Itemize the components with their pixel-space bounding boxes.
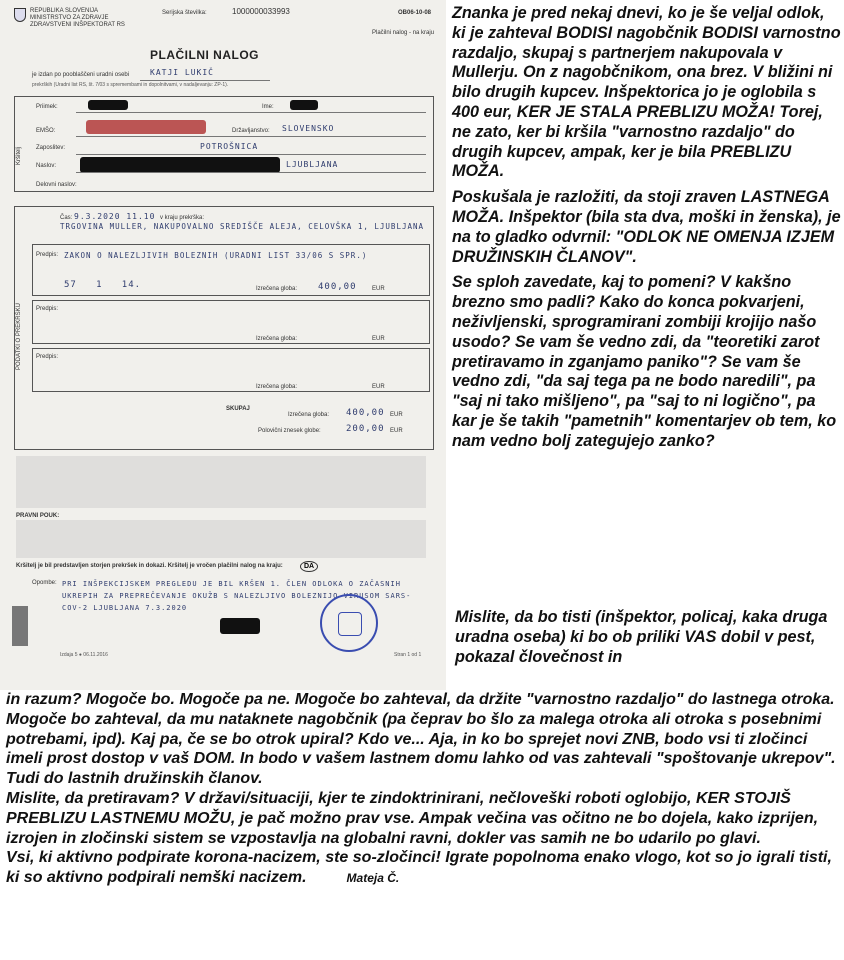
delivery-statement: Kršitelj je bil predstavljen storjen prekršek in dokazi. Kršitelj je vročen plačilni nalog na kraju: — [16, 563, 283, 569]
article-right-column — [452, 4, 842, 458]
issued-by-label: je izdan po pooblaščeni uradni osebi — [32, 72, 130, 78]
fine-print — [16, 456, 426, 508]
article-number: 57 1 14. — [64, 280, 142, 290]
note-value: PRI INŠPEKCIJSKEM PREGLEDU JE BIL KRŠEN 1. ČLEN ODLOKA O ZAČASNIH UKREPIH ZA PREPREČEVANJE OKUŽB S NALEZLJIVO BOLEZNIJO VIRUSOM SARS-COV-2 LJUBLJANA 7.3.2020 — [62, 580, 412, 612]
inspectorate-stamp — [320, 594, 378, 652]
article-paragraph: Poskušala je razložiti, da stoji zraven LASTNEGA MOŽA. Inšpektor (bila sta dva, moški in ženska), je na to gladko odvrnil: "ODLOK NE OMENJA IZJEM DRUŽINSKIH ČLANOV". — [452, 188, 841, 266]
article-bottom-text — [6, 690, 842, 889]
form-type: Plačilni nalog - na kraju — [372, 30, 435, 36]
fine-label: Izrečena globa: — [256, 286, 298, 292]
total-label: SKUPAJ — [226, 406, 250, 412]
half-fine-value: 200,00 — [346, 424, 385, 434]
offender-label: Kršitelj — [16, 146, 22, 165]
yes-circled: DA — [300, 561, 318, 572]
citizenship-value: SLOVENSKO — [282, 124, 335, 133]
author-signature: Mateja Č. — [346, 871, 400, 886]
redacted-signature — [220, 618, 260, 634]
fine-value: 400,00 — [318, 282, 357, 292]
payment-order-scan: REPUBLIKA SLOVENIJA MINISTRSTVO ZA ZDRAVJE ZDRAVSTVENI INŠPEKTORAT RS Serijska številka: 1000000033993 OB06-10-08 Plačilni nalog - na kraju PLAČILNI NALOG je izdan po pooblaščeni uradni osebi KATJI LUKIČ prekrških (Uradni list RS, št. 7/03 s spremembami in dopolnitvami, v nadaljevanju: ZP-1). Kršitelj Priimek: Ime: EMŠO: Državljanstvo: SLOVENSKO Zaposlitev: POTROŠNICA Naslov: LJUBLJANA Delovni naslov: PODATKI O PREKRŠKU Čas: 9.3.2020 11.10 v kraju prekrška: TRGOVINA MULLER, NAKUPOVALNO SREDIŠČE ALEJA, CELOVŠKA 1, LJUBLJANA Predpis: ZAKON O NALEZLJIVIH BOLEZNIH (URADNI LIST 33/06 S SPR.) 57 1 14. Izrečena globa: 400,00 EUR Predpis: Izrečena globa: EUR Predpis: Izrečena globa: EUR SKUPAJ Izrečena globa: 400,00 EUR Polovični znesek globe: 200,00 EUR PRAVNI POUK: Kršitelj je bil predstavljen storjen prekršek in dokazi. Kršitelj je vročen plačilni nalog na kraju: DA Opombe: PRI INŠPEKCIJSKEM PREGLEDU JE BIL KRŠEN 1. ČLEN ODLOKA O ZAČASNIH UKREPIH ZA PREPREČEVANJE OKUŽB S NALEZLJIVO BOLEZNIJO VIRUSOM SARS-COV-2 LJUBLJANA 7.3.2020 Izdaja 5 ● 06.11.2016 Stran 1 od 1 — [0, 0, 446, 690]
article-paragraph: Se sploh zavedate, kaj to pomeni? V kakšno brezno smo padli? Kako do konca pokvarjeni, neživljenski, sprogramirani zombiji krojijo našo usodo? Se vam še vedno zdi, da "teoretiki zarot pretiravamo in zganjamo paniko"? Se vam še vedno zdi, "da saj tega pa ne bodo naredili", pa "saj ni tako mišljeno", pa "saj to ni logično", pa kar je še takih "pametnih" komentarjev ob tem, ko nam vedno bolj zategujejo zanko? — [452, 273, 837, 450]
redacted-surname — [88, 100, 128, 110]
article-middle-text: Mislite, da bo tisti (inšpektor, policaj, kaka druga uradna oseba) ki bo ob priliki VAS dobil v pest, pokazal človečnost in — [455, 608, 828, 666]
emso-label: EMŠO: — [36, 128, 56, 134]
surname-label: Priimek: — [36, 104, 58, 110]
note-label: Opombe: — [32, 580, 57, 586]
article-paragraph: Znanka je pred nekaj dnevi, ko je še veljal odlok, ki je zahteval BODISI nagobčnik BODISI varnostno razdaljo, skupaj s partnerjem nakupovala v Mullerju. On z nagobčnikom, ona brez. V bližini ni bilo drugih kupcev. Inšpektorica jo je oglobila s 400 eur, KER JE STALA PREBLIZU MOŽA! Torej, ne zato, ker bi kršila "varnostno razdaljo" do drugih kupcev, ampak, ker je bila PREBLIZU MOŽA. — [452, 4, 841, 181]
article-paragraph: in razum? Mogoče bo. Mogoče pa ne. Mogoče bo zahteval, da držite "varnostno razdaljo" do lastnega otroka. Mogoče bo zahteval, da mu nataknete nagobčnik (pa čeprav bo šlo za malega otroka ali otroka s posebnimi potrebami, ipd). Kaj pa, če se bo otrok upiral? Kdo ve... Aja, in ko bo sprejet novi ZNB, bodo vsi ti zločinci imeli prost dostop v vaš DOM. In bodo v vašem lastnem domu lahko od vas zahtevali "spoštovanje ukrepov". — [6, 691, 836, 768]
redacted-address — [80, 157, 280, 173]
redacted-emso — [86, 120, 206, 134]
form-title: PLAČILNI NALOG — [150, 48, 259, 62]
edition: Izdaja 5 ● 06.11.2016 — [60, 652, 108, 658]
address-value: LJUBLJANA — [286, 160, 339, 169]
offence-label: PODATKI O PREKRŠKU — [16, 303, 22, 370]
half-fine-label: Polovični znesek globe: — [258, 428, 321, 434]
employment-label: Zaposlitev: — [36, 145, 66, 151]
workplace-label: Delovni naslov: — [36, 182, 77, 188]
name-label: Ime: — [262, 104, 274, 110]
citizenship-label: Državljanstvo: — [232, 128, 270, 134]
article-paragraph: Mislite, da pretiravam? V državi/situaciji, kjer te zindoktrinirani, nečloveški roboti oglobijo, KER STOJIŠ PREBLIZU LASTNEMU MOŽU, je pač možno prav vse. Ampak večina vas očitno ne bo dojela, kako izprijen, izrojen in zločinski sistem se vzpostavlja na globalni ravni, dokler vas samih ne bo udarilo po glavi. — [6, 789, 819, 847]
inspector-name: KATJI LUKIČ — [150, 68, 214, 77]
page-number: Stran 1 od 1 — [394, 652, 422, 658]
fine-currency: EUR — [372, 286, 385, 292]
form-code: OB06-10-08 — [398, 10, 432, 16]
form-logo — [12, 606, 28, 646]
address-label: Naslov: — [36, 163, 57, 169]
time-label: Čas: — [60, 215, 73, 221]
article-paragraph: Tudi do lastnih družinskih članov. — [6, 770, 263, 788]
time-value: 9.3.2020 11.10 — [74, 212, 156, 221]
employment-value: POTROŠNICA — [200, 142, 259, 151]
redacted-name — [290, 100, 318, 110]
total-fine: 400,00 — [346, 408, 385, 418]
place-value: TRGOVINA MULLER, NAKUPOVALNO SREDIŠČE ALEJA, CELOVŠKA 1, LJUBLJANA — [60, 222, 425, 231]
regulation-value: ZAKON O NALEZLJIVIH BOLEZNIH (URADNI LIST 33/06 S SPR.) — [64, 251, 368, 260]
article-paragraph: Vsi, ki aktivno podpirate korona-nacizem, ste so-zločinci! Igrate popolnoma enako vlogo, kot so jo igrali tisti, ki so aktivno podpirali nemški nacizem. Mateja Č. — [6, 849, 832, 887]
serial-label: Serijska številka: — [162, 10, 207, 16]
legal-advice-label: PRAVNI POUK: — [16, 513, 60, 519]
regulation-label: Predpis: — [36, 252, 59, 258]
coat-of-arms-icon — [14, 8, 26, 22]
place-label: v kraju prekrška: — [160, 215, 205, 221]
serial-number: 1000000033993 — [232, 7, 290, 16]
ministry-header: REPUBLIKA SLOVENIJA MINISTRSTVO ZA ZDRAVJE ZDRAVSTVENI INŠPEKTORAT RS — [30, 8, 125, 28]
